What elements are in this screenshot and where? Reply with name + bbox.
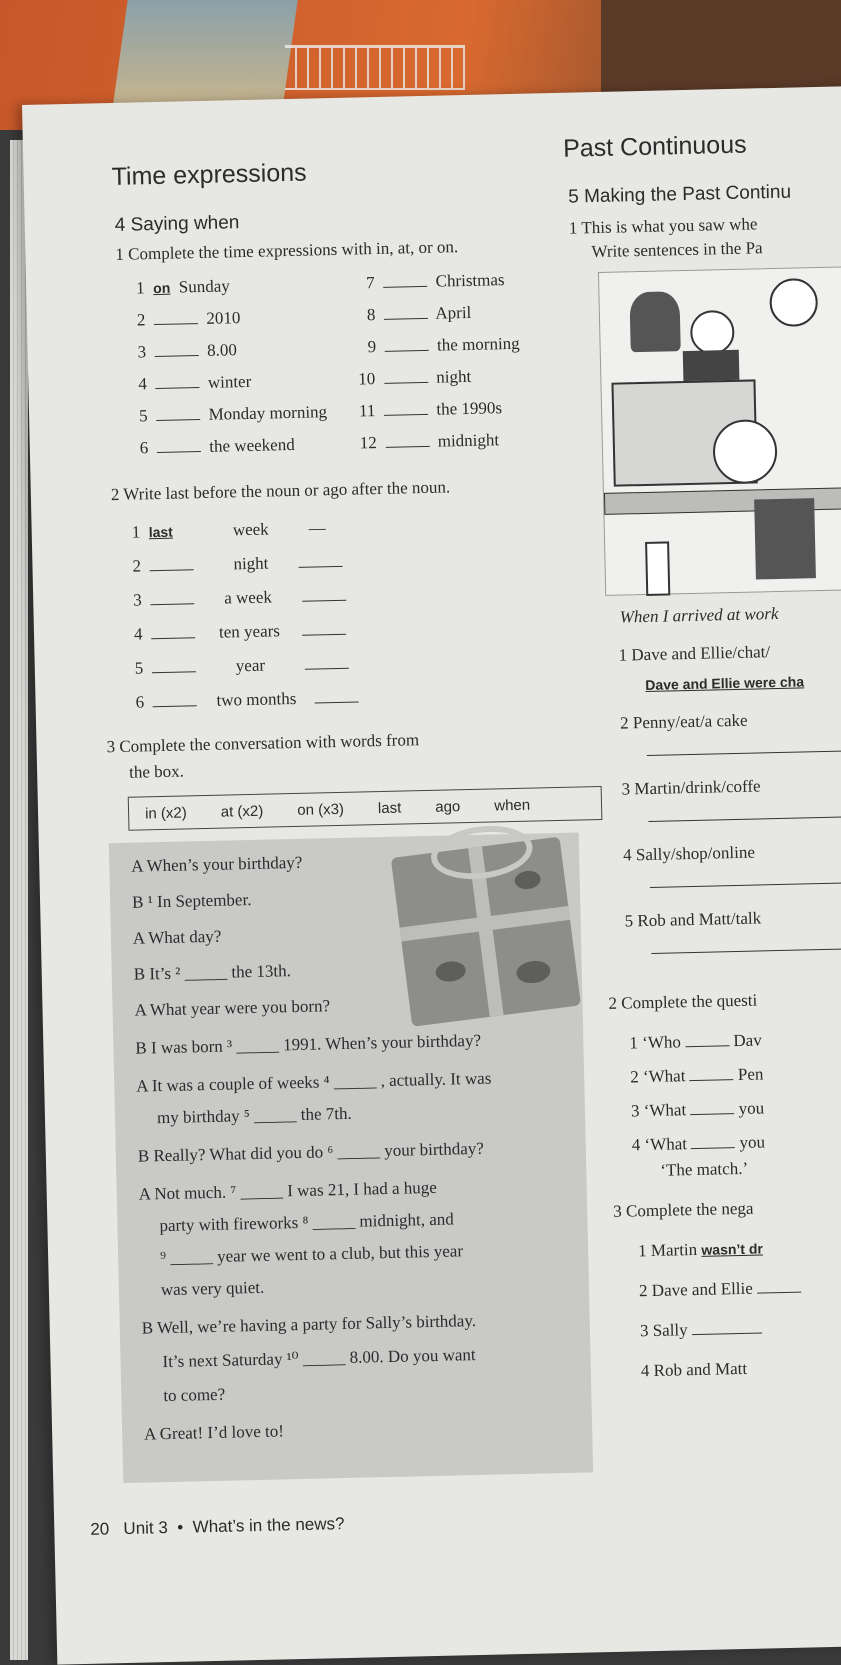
page-footer	[90, 1514, 345, 1540]
gift-box-illustration	[391, 837, 581, 1027]
word-box	[128, 786, 603, 831]
answer-blank[interactable]	[685, 1031, 729, 1047]
dialogue-line: ⁹ _____ year we went to a club, but this year	[159, 1241, 464, 1268]
answer-blank[interactable]	[384, 368, 428, 384]
ex1-item-3: 3 8.00	[137, 340, 238, 362]
word-box-item: in (x2)	[144, 803, 187, 822]
ex1-item-7: 7 Christmas	[365, 270, 505, 293]
ex1-item-6: 6 the weekend	[139, 434, 295, 458]
illustration-caption: When I arrived at work	[619, 603, 779, 627]
exercise-2-instruction: 2 Write last before the noun or ago after the noun.	[110, 477, 451, 505]
word-box-item: last	[377, 799, 402, 817]
answer-blank[interactable]	[383, 272, 427, 288]
prompt-2: 2 Penny/eat/a cake	[619, 710, 748, 733]
answer-blank[interactable]	[690, 1099, 734, 1115]
answer-blank[interactable]	[151, 623, 195, 639]
word-box-item: on (x3)	[297, 800, 345, 819]
answer-blank[interactable]	[691, 1133, 735, 1149]
answer-blank[interactable]	[152, 691, 196, 707]
dialogue-line: A When’s your birthday?	[131, 852, 303, 876]
right-exercise-1-instruction-cont: Write sentences in the Pa	[591, 238, 763, 262]
unit-title: What’s in the news?	[192, 1514, 345, 1537]
ex2-item-4: 4 ten years	[134, 620, 346, 645]
exercise-3-instruction-cont: the box.	[128, 761, 185, 782]
answer-blank[interactable]	[154, 341, 198, 357]
answer-line[interactable]	[651, 948, 841, 954]
background-table	[601, 0, 841, 100]
dialogue-line: B Well, we’re having a party for Sally’s birthday.	[141, 1311, 477, 1338]
question-2: 2 ‘What Pen	[629, 1064, 764, 1087]
ex1-item-10: 10 night	[358, 366, 472, 389]
answer-blank[interactable]	[154, 309, 198, 325]
prompt-1-answer: Dave and Ellie were cha	[645, 673, 805, 694]
right-section-heading: 5 Making the Past Continu	[567, 181, 792, 208]
ex1-item-12: 12 midnight	[359, 430, 500, 453]
ex2-item-5: 5 year	[135, 654, 350, 679]
word-box-item: when	[494, 796, 531, 814]
right-exercise-2-instruction: 2 Complete the questi	[608, 990, 758, 1013]
dialogue-line: A What day?	[132, 926, 222, 948]
negative-4: 4 Rob and Matt	[640, 1358, 748, 1381]
dialogue-line: A Great! I’d love to!	[143, 1421, 285, 1444]
dialogue-line: B I was born ³ _____ 1991. When’s your birthday?	[135, 1030, 482, 1058]
negative-2: 2 Dave and Ellie	[639, 1278, 801, 1302]
answer-blank[interactable]	[384, 400, 428, 416]
dialogue-line: It’s next Saturday ¹⁰ _____ 8.00. Do you want	[162, 1345, 476, 1372]
background-railing	[285, 45, 465, 90]
question-1: 1 ‘Who Dav	[629, 1030, 762, 1053]
right-exercise-1-instruction: 1 This is what you saw whe	[568, 214, 758, 238]
ex2-item-2: 2 night	[132, 552, 342, 577]
word-box-item: ago	[435, 797, 461, 816]
negative-1: 1 Martin wasn’t dr	[637, 1239, 764, 1261]
answer-blank[interactable]	[149, 555, 193, 571]
footer-bullet: •	[177, 1517, 184, 1537]
dialogue-line: B It’s ² _____ the 13th.	[133, 961, 292, 984]
dialogue-line: party with fireworks ⁸ _____ midnight, and	[159, 1209, 455, 1236]
answer-blank[interactable]	[155, 373, 199, 389]
answer-blank[interactable]	[757, 1278, 801, 1294]
answer-blank[interactable]	[150, 589, 194, 605]
dialogue-line: was very quiet.	[160, 1277, 265, 1300]
unit-label: Unit 3	[123, 1518, 169, 1539]
word-box-item: at (x2)	[220, 802, 264, 821]
ex2-item-6: 6 two months	[135, 688, 358, 713]
answer-blank[interactable]	[157, 437, 201, 453]
dialogue-line: A What year were you born?	[134, 996, 331, 1020]
ex1-item-5: 5 Monday morning	[138, 402, 328, 426]
question-4-answer: ‘The match.’	[660, 1158, 749, 1180]
answer-blank[interactable]	[305, 654, 349, 670]
answer-blank[interactable]	[314, 688, 358, 704]
ex1-item-4: 4 winter	[138, 371, 252, 394]
ex1-item-1: 1 on Sunday	[135, 276, 230, 298]
ex2-item-3: 3 a week	[133, 586, 346, 611]
prompt-4: 4 Sally/shop/online	[622, 842, 756, 865]
ex1-item-11: 11 the 1990s	[358, 398, 503, 421]
question-3: 3 ‘What you	[630, 1098, 765, 1121]
background-photo-strip	[112, 0, 297, 110]
workbook-page	[22, 86, 841, 1664]
prompt-1: 1 Dave and Ellie/chat/	[618, 642, 771, 665]
office-illustration	[598, 266, 841, 596]
dialogue-line: B ¹ In September.	[131, 890, 252, 912]
page-number: 20	[90, 1519, 110, 1539]
page-edges	[10, 140, 28, 1660]
dialogue-line: A Not much. ⁷ _____ I was 21, I had a huge	[138, 1177, 438, 1204]
question-4: 4 ‘What you	[631, 1132, 766, 1155]
ex2-item-1: 1 last week —	[131, 518, 326, 542]
exercise-3-instruction: 3 Complete the conversation with words from	[106, 730, 420, 757]
negative-3: 3 Sally	[640, 1319, 762, 1342]
ex1-item-2: 2 2010	[136, 308, 241, 330]
dialogue-line: B Really? What did you do ⁶ _____ your birthday?	[137, 1138, 485, 1166]
dialogue-line: my birthday ⁵ _____ the 7th.	[156, 1103, 352, 1128]
answer-blank[interactable]	[156, 405, 200, 421]
section-heading: 4 Saying when	[114, 212, 240, 236]
answer-blank[interactable]	[298, 552, 342, 568]
dialogue-line: A It was a couple of weeks ⁴ _____ , actually. It was	[136, 1068, 492, 1096]
page-title: Time expressions	[111, 158, 307, 191]
exercise-1-instruction: 1 Complete the time expressions with in, at, or on.	[115, 237, 459, 264]
answer-blank[interactable]	[302, 620, 346, 636]
answer-line[interactable]	[647, 750, 841, 756]
answer-blank[interactable]	[692, 1319, 762, 1336]
answer-blank[interactable]	[689, 1065, 733, 1081]
answer-blank[interactable]	[384, 336, 428, 352]
right-exercise-3-instruction: 3 Complete the nega	[613, 1198, 754, 1221]
answer-blank[interactable]	[384, 304, 428, 320]
answer-blank[interactable]	[385, 432, 429, 448]
answer-blank[interactable]	[302, 586, 346, 602]
answer-line[interactable]	[650, 882, 841, 888]
dialogue-line: to come?	[163, 1384, 226, 1406]
answer-blank[interactable]	[152, 657, 196, 673]
ex1-item-9: 9 the morning	[367, 333, 520, 357]
prompt-5: 5 Rob and Matt/talk	[624, 908, 762, 931]
ex1-item-8: 8 April	[366, 302, 472, 325]
prompt-3: 3 Martin/drink/coffe	[621, 776, 761, 799]
right-page-title: Past Continuous	[562, 130, 747, 163]
answer-line[interactable]	[648, 816, 841, 822]
